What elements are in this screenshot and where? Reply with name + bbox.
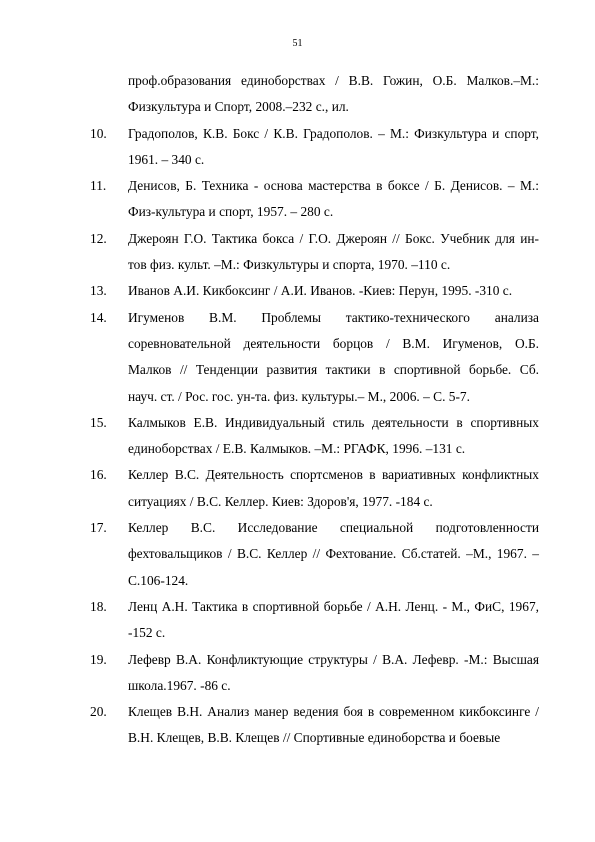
bib-entry bbox=[90, 173, 539, 226]
bib-entry-line: тов физ. культ. –М.: Физкультуры и спорта, 1970. –110 с. bbox=[128, 257, 451, 273]
bib-entry-line: соревновательной деятельности борцов / В.М. Игуменов, О.Б. bbox=[128, 335, 539, 351]
bib-entry-line: науч. ст. / Рос. гос. ун-та. физ. культуры.– М., 2006. – С. 5-7. bbox=[128, 388, 470, 404]
bib-entry-number: 18. bbox=[90, 598, 107, 614]
bib-entry-line: Келлер В.С. Деятельность спортсменов в вариативных конфликтных bbox=[128, 467, 539, 483]
bib-entry-number: 19. bbox=[90, 651, 107, 667]
bib-entry-number: 20. bbox=[90, 704, 107, 720]
bib-entry bbox=[90, 68, 539, 121]
bib-entry-number: 11. bbox=[90, 178, 107, 194]
bibliography-list bbox=[90, 68, 539, 752]
bib-entry bbox=[90, 121, 539, 174]
bib-entry-line: школа.1967. -86 с. bbox=[128, 677, 231, 693]
bib-entry-number: 14. bbox=[90, 309, 107, 325]
bib-entry-number: 10. bbox=[90, 125, 107, 141]
bib-entry-line: Лефевр В.А. Конфликтующие структуры / В.А. Лефевр. -М.: Высшая bbox=[128, 651, 539, 667]
bib-entry bbox=[90, 647, 539, 700]
bib-entry-line: Градополов, К.В. Бокс / К.В. Градополов. – М.: Физкультура и спорт, bbox=[128, 125, 539, 141]
bib-entry-number: 12. bbox=[90, 230, 107, 246]
bib-entry-line: Малков // Тенденции развития тактики в спортивной борьбе. Сб. bbox=[128, 362, 539, 378]
bib-entry-line: проф.образования единоборствах / В.В. Гожин, О.Б. Малков.–М.: bbox=[128, 73, 539, 88]
bib-entry-number: 17. bbox=[90, 520, 107, 536]
bib-entry-line: единоборствах / Е.В. Калмыков. –М.: РГАФК, 1996. –131 с. bbox=[128, 441, 466, 457]
bib-entry bbox=[90, 594, 539, 647]
bib-entry-line: фехтовальщиков / В.С. Келлер // Фехтование. Сб.статей. –М., 1967. – bbox=[128, 546, 539, 562]
bib-entry bbox=[90, 462, 539, 515]
bib-entry-number: 13. bbox=[90, 283, 107, 299]
bib-entry-line: Келлер В.С. Исследование специальной подготовленности bbox=[128, 520, 539, 536]
page-number: 51 bbox=[292, 38, 303, 49]
bib-entry bbox=[90, 410, 539, 463]
bib-entry-line: -152 с. bbox=[128, 625, 166, 641]
bib-entry-line: Джероян Г.О. Тактика бокса / Г.О. Джероян // Бокс. Учебник для ин- bbox=[128, 230, 539, 246]
bib-entry-line: Клещев В.Н. Анализ манер ведения боя в современном кикбоксинге / bbox=[128, 704, 539, 720]
bib-entry-number: 15. bbox=[90, 414, 107, 430]
bib-entry-line: С.106-124. bbox=[128, 572, 189, 588]
bib-entry-line: Денисов, Б. Техника - основа мастерства в боксе / Б. Денисов. – М.: bbox=[128, 178, 539, 194]
bib-entry-line: Физ-культура и спорт, 1957. – 280 с. bbox=[128, 204, 334, 220]
bib-entry-line: 1961. – 340 с. bbox=[128, 151, 205, 167]
bib-entry-line: В.Н. Клещев, В.В. Клещев // Спортивные единоборства и боевые bbox=[128, 730, 501, 746]
bib-entry-line: Игуменов В.М. Проблемы тактико-технического анализа bbox=[128, 309, 539, 325]
bib-entry bbox=[90, 226, 539, 279]
bib-entry bbox=[90, 515, 539, 594]
bib-entry-line: Ленц А.Н. Тактика в спортивной борьбе / А.Н. Ленц. - М., ФиС, 1967, bbox=[128, 598, 539, 614]
bib-entry-line: Иванов А.И. Кикбоксинг / А.И. Иванов. -Киев: Перун, 1995. -310 с. bbox=[128, 283, 513, 299]
bib-entry-line: Физкультура и Спорт, 2008.–232 с., ил. bbox=[128, 99, 349, 115]
bib-entry bbox=[90, 278, 539, 304]
bib-entry bbox=[90, 699, 539, 752]
bib-entry-number: 16. bbox=[90, 467, 107, 483]
bib-entry bbox=[90, 305, 539, 410]
bib-entry-line: Калмыков Е.В. Индивидуальный стиль деятельности в спортивных bbox=[128, 414, 539, 430]
bib-entry-line: ситуациях / В.С. Келлер. Киев: Здоров'я, 1977. -184 с. bbox=[128, 493, 433, 509]
